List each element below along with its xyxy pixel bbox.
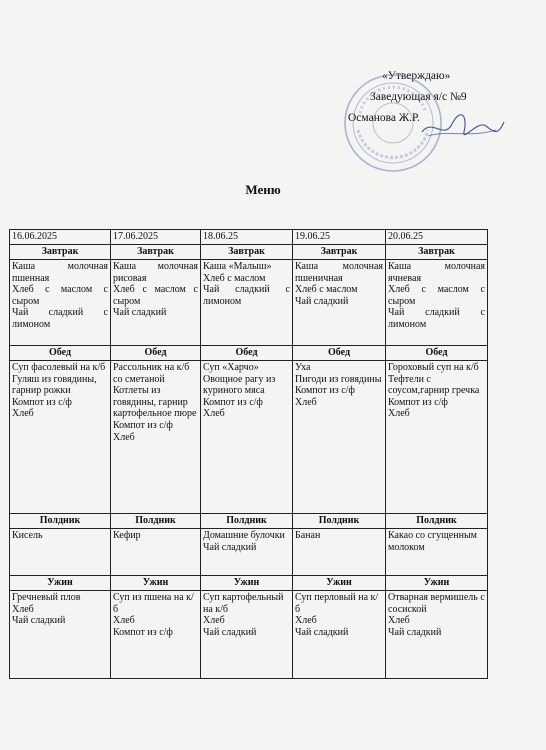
dish-item: Чай сладкий xyxy=(113,307,167,319)
dish-item: Чай сладкий xyxy=(295,295,349,307)
dish-item: Чай сладкий с лимоном xyxy=(12,307,108,330)
dish-item: Хлеб xyxy=(295,615,317,627)
menu-cell xyxy=(201,260,293,346)
dish-item: Банан xyxy=(295,530,321,541)
meal-header-cell: Ужин xyxy=(111,576,201,591)
meal-header-cell: Завтрак xyxy=(386,245,488,260)
date-cell: 16.06.2025 xyxy=(10,230,111,245)
meal-header-cell: Полдник xyxy=(293,514,386,529)
dish-item: Хлеб xyxy=(12,408,34,420)
menu-cell xyxy=(10,260,111,346)
dish-item: Хлеб xyxy=(388,408,410,420)
dish-item: Пигоди из говядины xyxy=(295,373,382,385)
approval-position: Заведующая я/с №9 xyxy=(370,91,467,103)
menu-cell xyxy=(293,361,386,514)
meal-header-row xyxy=(10,245,488,260)
dish-item: Компот из с/ф xyxy=(113,626,173,638)
dish-item: Хлеб xyxy=(113,615,135,627)
dish-item: Каша молочная рисовая xyxy=(113,261,198,284)
dish-item: Гречневый плов xyxy=(12,592,81,603)
meal-header-cell: Завтрак xyxy=(201,245,293,260)
meal-header-cell: Ужин xyxy=(386,576,488,591)
dish-item: Чай сладкий xyxy=(388,626,442,638)
meal-header-cell: Завтрак xyxy=(10,245,111,260)
dish-item: Хлеб с маслом с сыром xyxy=(388,284,485,307)
dish-item: Рассольник на к/б со сметаной xyxy=(113,362,190,385)
dish-item: Чай сладкий xyxy=(203,626,257,638)
meal-header-row xyxy=(10,346,488,361)
dish-item: Хлеб с маслом с сыром xyxy=(113,284,198,307)
meal-header-cell: Полдник xyxy=(386,514,488,529)
meal-header-cell: Обед xyxy=(201,346,293,361)
menu-cell xyxy=(201,361,293,514)
meal-header-cell: Завтрак xyxy=(293,245,386,260)
meal-header-cell: Полдник xyxy=(10,514,111,529)
dish-item: Суп картофельный на к/б xyxy=(203,592,284,615)
dish-item: Домашние булочки xyxy=(203,530,285,541)
menu-cell xyxy=(111,361,201,514)
dish-item: Овощное рагу из куриного мяса xyxy=(203,373,276,397)
date-cell: 17.06.2025 xyxy=(111,230,201,245)
menu-cell xyxy=(293,591,386,679)
dish-item: Каша молочная пшеничная xyxy=(295,261,383,284)
dish-item: Хлеб xyxy=(388,615,410,627)
menu-cell xyxy=(111,591,201,679)
dish-item: Котлеты из говядины, гарнир картофельное пюре xyxy=(113,385,197,420)
meal-header-cell: Ужин xyxy=(10,576,111,591)
dish-item: Компот из с/ф xyxy=(388,396,448,408)
dish-item: Гороховый суп на к/б xyxy=(388,362,479,373)
dish-item: Хлеб xyxy=(203,615,225,627)
dish-item: Гуляш из говядины, гарнир рожки xyxy=(12,373,97,397)
dish-item: Уха xyxy=(295,362,311,373)
dish-item: Хлеб с маслом с сыром xyxy=(12,284,108,307)
menu-table xyxy=(9,229,488,679)
dish-item: Компот из с/ф xyxy=(12,396,72,408)
meal-header-cell: Ужин xyxy=(201,576,293,591)
meal-header-cell: Завтрак xyxy=(111,245,201,260)
signature xyxy=(418,110,508,150)
dish-item: Хлеб xyxy=(295,396,317,408)
dish-item: Суп фасолевый на к/б xyxy=(12,362,106,373)
meal-header-cell: Ужин xyxy=(293,576,386,591)
dish-item: Каша «Малыш» xyxy=(203,261,272,272)
dish-item: Кисель xyxy=(12,530,43,541)
meal-dishes-row xyxy=(10,529,488,576)
dish-item: Хлеб xyxy=(12,603,34,615)
date-cell: 18.06.25 xyxy=(201,230,293,245)
dish-item: Отварная вермишель с сосиской xyxy=(388,592,485,615)
meal-header-cell: Обед xyxy=(293,346,386,361)
meal-dishes-row xyxy=(10,361,488,514)
menu-cell xyxy=(386,529,488,576)
menu-cell xyxy=(386,591,488,679)
dish-item: Чай сладкий с лимоном xyxy=(388,307,485,330)
dish-item: Чай сладкий с лимоном xyxy=(203,284,290,307)
menu-cell xyxy=(10,591,111,679)
date-cell: 20.06.25 xyxy=(386,230,488,245)
dish-item: Хлеб xyxy=(113,431,135,443)
dish-item: Суп из пшена на к/б xyxy=(113,592,194,615)
menu-cell xyxy=(10,529,111,576)
meal-header-cell: Полдник xyxy=(201,514,293,529)
dish-item: Компот из с/ф xyxy=(203,396,263,408)
meal-header-cell: Обед xyxy=(10,346,111,361)
dish-item: Компот из с/ф xyxy=(113,419,173,431)
dish-item: Хлеб с маслом xyxy=(295,284,358,296)
meal-header-cell: Обед xyxy=(386,346,488,361)
page-title: Меню xyxy=(245,182,281,197)
dish-item: Хлеб с маслом xyxy=(203,272,266,284)
meal-header-cell: Полдник xyxy=(111,514,201,529)
dish-item: Какао со сгущенным молоком xyxy=(388,530,477,553)
menu-cell xyxy=(111,529,201,576)
meal-dishes-row xyxy=(10,260,488,346)
meal-header-cell: Обед xyxy=(111,346,201,361)
menu-cell xyxy=(386,361,488,514)
dish-item: Тефтели с соусом,гарнир гречка xyxy=(388,373,480,397)
menu-cell xyxy=(201,529,293,576)
dish-item: Каша молочная ячневая xyxy=(388,261,485,284)
dish-item: Компот из с/ф xyxy=(295,385,355,397)
menu-cell xyxy=(111,260,201,346)
meal-header-row xyxy=(10,576,488,591)
menu-cell xyxy=(386,260,488,346)
dish-item: Чай сладкий xyxy=(12,615,66,627)
approval-heading: «Утверждаю» xyxy=(382,70,451,82)
dish-item: Суп перловый на к/б xyxy=(295,592,379,615)
date-row xyxy=(10,230,488,245)
dish-item: Чай сладкий xyxy=(203,541,257,553)
approval-name: Османова Ж.Р. xyxy=(348,112,420,124)
meal-header-row xyxy=(10,514,488,529)
menu-cell xyxy=(293,260,386,346)
dish-item: Хлеб xyxy=(203,408,225,420)
date-cell: 19.06.25 xyxy=(293,230,386,245)
dish-item: Суп «Харчо» xyxy=(203,362,259,373)
dish-item: Кефир xyxy=(113,530,141,541)
dish-item: Чай сладкий xyxy=(295,626,349,638)
menu-cell xyxy=(201,591,293,679)
menu-cell xyxy=(293,529,386,576)
dish-item: Каша молочная пшенная xyxy=(12,261,108,284)
meal-dishes-row xyxy=(10,591,488,679)
menu-cell xyxy=(10,361,111,514)
